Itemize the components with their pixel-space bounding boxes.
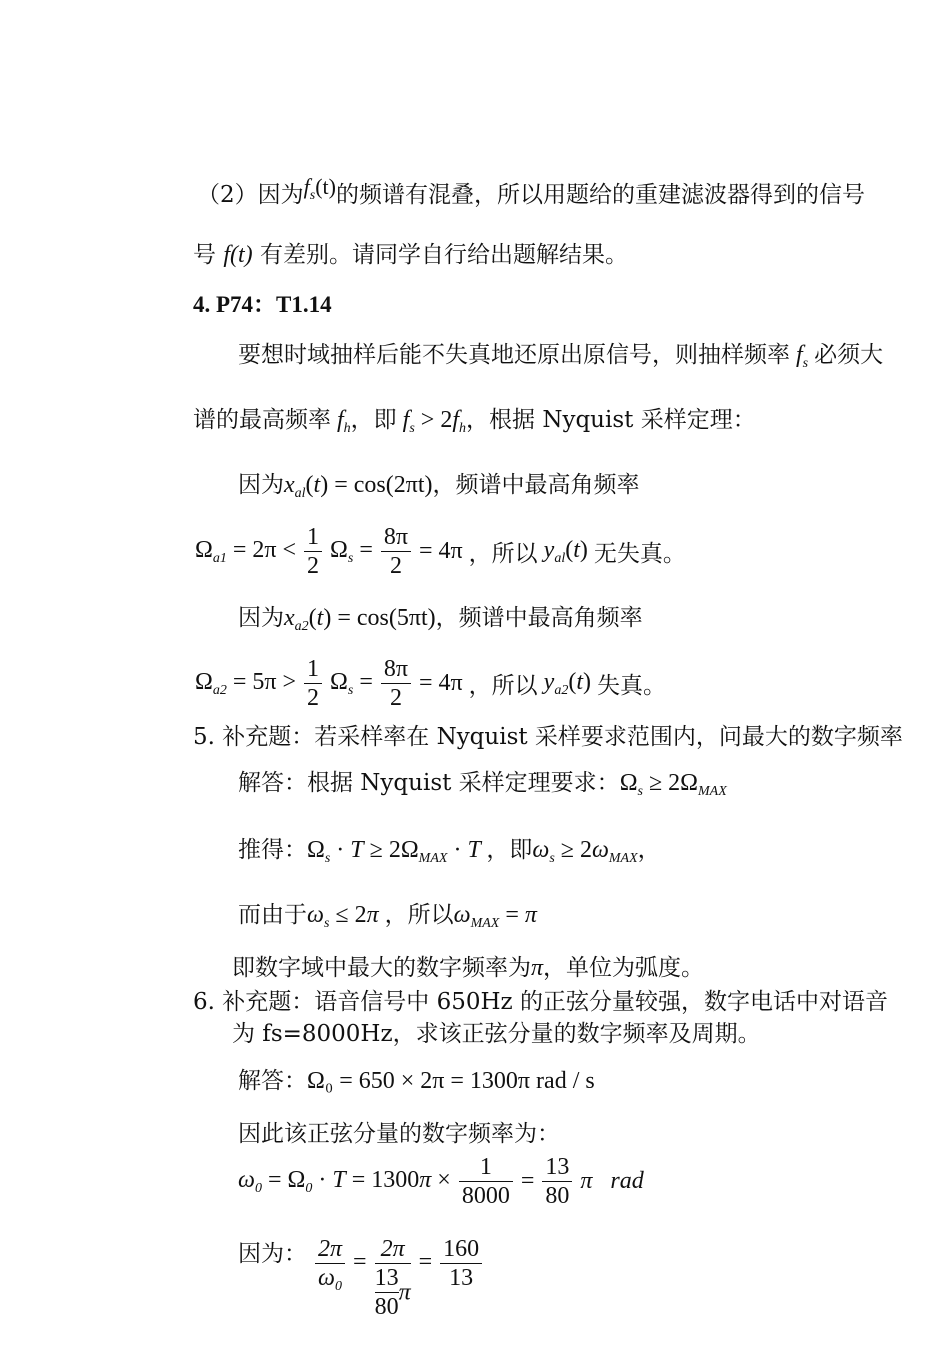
text: 谱的最高频率 [193,407,331,433]
fraction-2pi-13-80: 2π $\frac{13}{80}$ π [374,1236,411,1320]
equation-2: $\Omega_{a2} = 5\pi$ > $\frac{1}{2}$ $\Omega_s$ = $\frac{8\pi}{2}$ = 4π ，所以 $y_{a2}(t)$ 失真。 [195,656,666,711]
math-nyquist: $\Omega_s \ge 2\Omega_{MAX}$ [619,770,727,799]
fraction-1-8000: $\frac{1}{8000}$ [459,1153,513,1210]
problem-6-title-2: 为 fs=8000Hz，求该正弦分量的数字频率及周期。 [232,1021,761,1047]
fraction-half: $\frac{1}{2}$ [304,523,322,580]
equation-1: $\Omega_{a1} = 2\pi$ < $\frac{1}{2}$ $\Omega_s$ = $\frac{8\pi}{2}$ = 4π ，所以 $y_{al}(t)$ 无失真。 [195,524,686,579]
math-ineq: $f_s > 2f_h$ [402,407,467,436]
math-fh: $f_h$ [337,407,351,436]
text: 必须大 [814,342,884,368]
problem-5-answer: 解答：根据 Nyquist 采样定理要求：$\Omega_s \ge 2\Omega_{MAX}$ [238,770,727,799]
line-8 [238,603,643,642]
equation-omega0: $\omega_0 = \Omega_0 \cdot T = 1300\pi$ × $\frac{1}{8000}$ = $\frac{13}{80}$ π rad [238,1154,644,1209]
text: ，频谱中最高角频率 [435,605,643,631]
line-1 [197,174,865,219]
math-fs: $f_s$ [796,342,809,371]
line-4 [238,340,883,379]
problem-5-conclusion: 即数字域中最大的数字频率为π，单位为弧度。 [232,955,705,981]
line-6 [238,470,640,509]
fraction-8pi-2: $\frac{8\pi}{2}$ [381,523,411,580]
math-xa1: $x_{al}(t) = \cos(2\pi t)$ [284,472,433,501]
problem-5-derive: 推得：$\Omega_s \cdot T \ge 2\Omega_{MAX} \cdot T$ ，即$\omega_s \ge 2\omega_{MAX}$， [238,837,661,866]
text: ，即 [350,407,397,433]
fraction-13-80: $\frac{13}{80}$ [542,1153,572,1210]
line-2 [193,240,628,270]
text: 要想时域抽样后能不失真地还原出原信号，则抽样频率 [238,342,790,368]
fraction-8pi-2: $\frac{8\pi}{2}$ [381,655,411,712]
problem-5-title: 5. 补充题：若采样率在 Nyquist 采样要求范围内，问最大的数字频率 [193,724,903,750]
math-xa2: $x_{a2}(t) = \cos(5\pi t)$ [284,605,436,634]
problem-5-because: 而由于$\omega_s \le 2\pi$ ，所以$\omega_{MAX} = \pi$ [238,902,537,931]
math-fs: $f_s(t)$ [303,174,336,203]
fraction-half: $\frac{1}{2}$ [304,655,322,712]
text: 因为 [238,605,284,631]
fraction-160-13: $\frac{160}{13}$ [440,1235,482,1292]
fraction-2pi-omega0: $\frac{2\pi}{\omega_0}$ [315,1235,345,1301]
text: 有差别。请同学自行给出题解结果。 [259,242,628,268]
text: ，根据 Nyquist 采样定理： [466,407,756,433]
text: 的频谱有混叠，所以用题给的重建滤波器得到的信号 [335,182,865,208]
problem-6-text: 因此该正弦分量的数字频率为： [238,1121,560,1147]
line-5 [193,405,756,444]
text: 因为 [238,472,284,498]
text: 号 [193,242,216,268]
heading-4: 4. P74：T1.14 [193,292,332,317]
equation-period: 因为： $\frac{2\pi}{\omega_0}$ = 2π $\frac{13}{80}$ π = $\frac{160}{13}$ [238,1235,484,1321]
problem-6-title-1: 6. 补充题：语音信号中 650Hz 的正弦分量较强，数字电话中对语音 [193,989,888,1015]
problem-6-answer: 解答：Ω₀ = 650 × 2π = 1300π rad / s [238,1068,595,1094]
math-ft: f(t) [223,242,253,268]
text: ，频谱中最高角频率 [432,472,640,498]
text: （2）因为 [197,182,304,208]
